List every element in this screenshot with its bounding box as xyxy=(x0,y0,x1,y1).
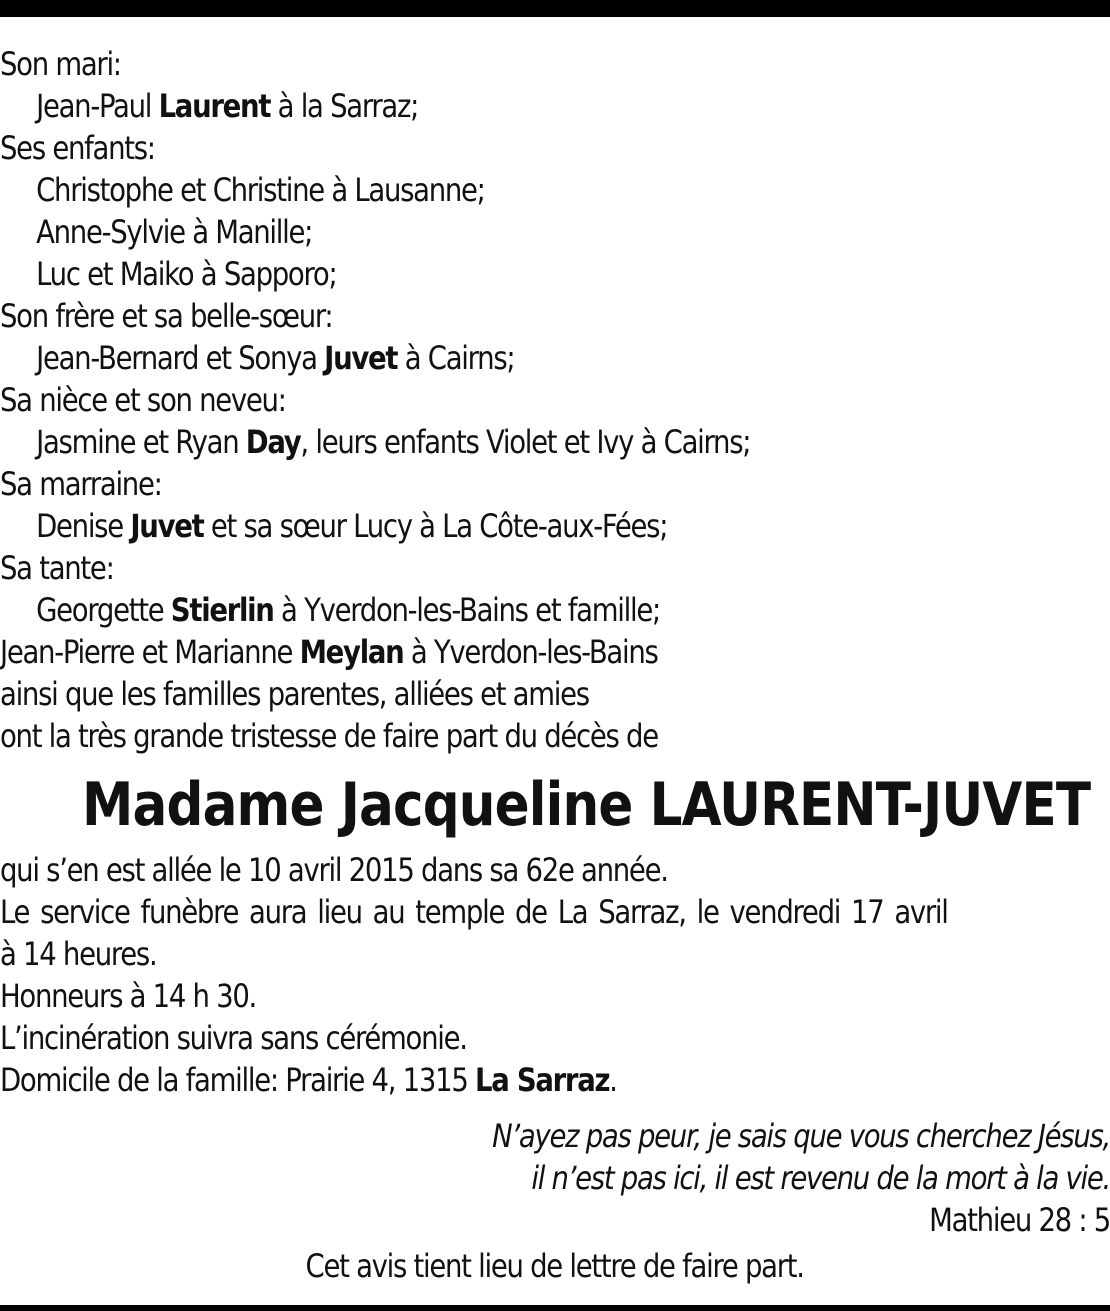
domicile-town: La Sarraz xyxy=(475,1061,610,1099)
other-mourners: Jean-Pierre et Marianne Meylan à Yverdon-les-Bains xyxy=(0,633,658,671)
cremation-line: L’incinération suivra sans cérémonie. xyxy=(0,1019,467,1057)
surname: Stierlin xyxy=(170,591,274,629)
surname: Juvet xyxy=(130,507,204,545)
family-member: Luc et Maiko à Sapporo; xyxy=(36,255,337,293)
relation-label: Son frère et sa belle-sœur: xyxy=(0,297,333,335)
intro-line: ont la très grande tristesse de faire part du décès de xyxy=(0,717,658,755)
honours-line: Honneurs à 14 h 30. xyxy=(0,977,257,1015)
surname: Laurent xyxy=(158,87,271,125)
family-member: Jasmine et Ryan Day, leurs enfants Violet et Ivy à Cairns; xyxy=(36,423,751,461)
funeral-line: Le service funèbre aura lieu au temple de La Sarraz, le vendredi 17 avril xyxy=(0,893,948,931)
family-member: Jean-Paul Laurent à la Sarraz; xyxy=(36,87,419,125)
relation-label: Sa marraine: xyxy=(0,465,162,503)
bible-quote xyxy=(0,1115,1110,1241)
family-member: Denise Juvet et sa sœur Lucy à La Côte-aux-Fées; xyxy=(36,507,668,545)
funeral-time-line: à 14 heures. xyxy=(0,935,157,973)
service-details xyxy=(0,849,955,1101)
domicile-line: Domicile de la famille: Prairie 4, 1315 La Sarraz. xyxy=(0,1061,617,1099)
quote-reference: Mathieu 28 : 5 xyxy=(929,1201,1110,1239)
family-member: Jean-Bernard et Sonya Juvet à Cairns; xyxy=(36,339,515,377)
deceased-name: Madame Jacqueline LAURENT-JUVET xyxy=(82,770,1091,840)
quote-line: il n’est pas ici, il est revenu de la mort à la vie. xyxy=(531,1159,1110,1197)
top-rule xyxy=(0,0,1110,17)
family-member: Anne-Sylvie à Manille; xyxy=(36,213,313,251)
quote-line: N’ayez pas peur, je sais que vous cherchez Jésus, xyxy=(492,1117,1110,1155)
surname: Meylan xyxy=(299,633,404,671)
relation-label: Sa tante: xyxy=(0,549,114,587)
family-list xyxy=(0,43,955,757)
relation-label: Sa nièce et son neveu: xyxy=(0,381,286,419)
bottom-rule xyxy=(0,1305,1110,1311)
relation-label: Ses enfants: xyxy=(0,129,155,167)
family-member: Christophe et Christine à Lausanne; xyxy=(36,171,485,209)
relatives-line: ainsi que les familles parentes, alliées et amies xyxy=(0,675,589,713)
death-line: qui s’en est allée le 10 avril 2015 dans sa 62e année. xyxy=(0,851,668,889)
family-member: Georgette Stierlin à Yverdon-les-Bains et famille; xyxy=(36,591,660,629)
relation-label: Son mari: xyxy=(0,45,121,83)
surname: Juvet xyxy=(324,339,398,377)
surname: Day xyxy=(245,423,301,461)
closing-note: Cet avis tient lieu de lettre de faire part. xyxy=(305,1247,805,1285)
